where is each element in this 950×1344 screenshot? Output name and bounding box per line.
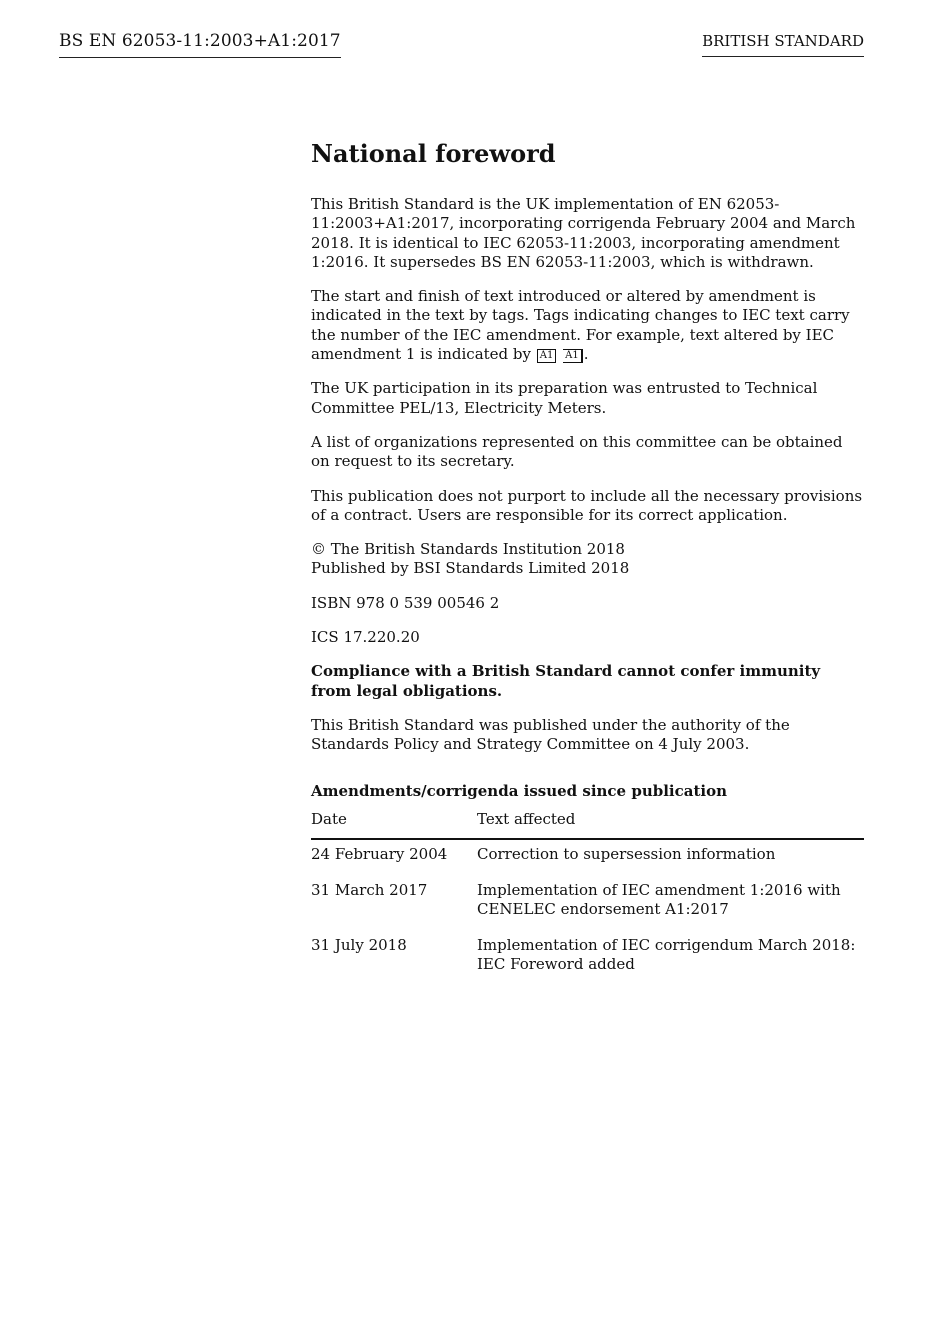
paragraph-tags-end: . bbox=[583, 345, 589, 364]
amendment-open-tag-icon: A1 bbox=[537, 349, 557, 363]
table-row bbox=[311, 839, 864, 881]
row-text-affected: Implementation of IEC corrigendum March 2018: IEC Foreword added bbox=[477, 935, 856, 973]
published-line: Published by BSI Standards Limited 2018 bbox=[311, 559, 630, 578]
compliance-statement: Compliance with a British Standard cannot confer immunity from legal obligations. bbox=[311, 662, 821, 700]
paragraph-participation: The UK participation in its preparation was entrusted to Technical Committee PEL/13, Electricity Meters. bbox=[311, 379, 818, 417]
paragraph-organizations: A list of organizations represented on this committee can be obtained on request to its secretary. bbox=[311, 432, 843, 471]
paragraph-provisions: This publication does not purport to include all the necessary provisions of a contract. Users are responsible for its correct application. bbox=[311, 486, 863, 524]
column-header-text-affected: Text affected bbox=[477, 809, 864, 839]
row-text-affected: Implementation of IEC amendment 1:2016 with CENELEC endorsement A1:2017 bbox=[477, 880, 841, 918]
paragraph-implementation: This British Standard is the UK implementation of EN 62053-11:2003+A1:2017, incorporating corrigenda February 2004 and March 2018. It is identical to IEC 62053-11:2003, incorporating amendment 1:2016. It supersedes BS EN 62053-11:2003, which is withdrawn. bbox=[311, 195, 856, 271]
main-content bbox=[311, 139, 864, 991]
header-label: BRITISH STANDARD bbox=[702, 32, 864, 57]
row-date: 31 March 2017 bbox=[311, 880, 428, 899]
isbn: ISBN 978 0 539 00546 2 bbox=[311, 593, 500, 612]
table-header-row bbox=[311, 809, 864, 839]
paragraph-authority: This British Standard was published under the authority of the Standards Policy and Strategy Committee on 4 July 2003. bbox=[311, 715, 790, 754]
amendments-table bbox=[311, 809, 864, 991]
row-date: 24 February 2004 bbox=[311, 844, 448, 863]
table-row bbox=[311, 936, 864, 991]
amendments-heading: Amendments/corrigenda issued since publication bbox=[311, 781, 727, 800]
row-text-affected: Correction to supersession information bbox=[477, 844, 776, 863]
column-header-date: Date bbox=[311, 809, 477, 839]
copyright-line: © The British Standards Institution 2018 bbox=[311, 540, 625, 559]
page-title: National foreword bbox=[311, 139, 556, 168]
ics: ICS 17.220.20 bbox=[311, 628, 420, 647]
header-doc-id: BS EN 62053-11:2003+A1:2017 bbox=[59, 31, 341, 58]
paragraph-tags bbox=[311, 287, 864, 364]
amendment-close-tag-icon: A1 bbox=[563, 349, 583, 363]
table-row bbox=[311, 881, 864, 936]
paragraph-copyright bbox=[311, 540, 864, 579]
row-date: 31 July 2018 bbox=[311, 935, 407, 954]
paragraph-tags-text: The start and finish of text introduced or altered by amendment is indicated in the text by tags. Tags indicating changes to IEC text carry the number of the IEC amendment. For example, text altered by IEC amendment 1 is indicated by bbox=[311, 287, 850, 364]
